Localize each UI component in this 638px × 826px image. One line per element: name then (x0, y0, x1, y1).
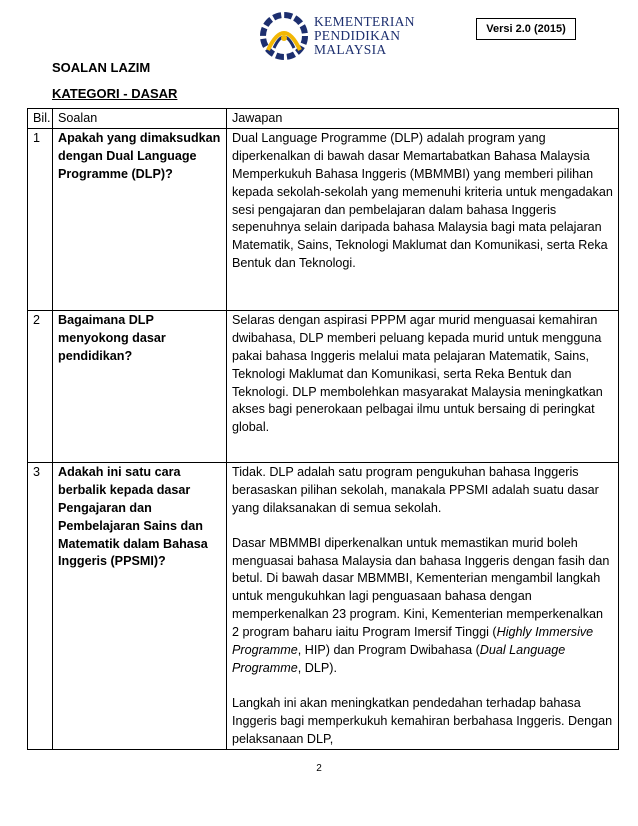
table-row (28, 462, 619, 749)
answer-italic-term: Dual Language Programme (232, 643, 566, 675)
header-bil: Bil. (28, 109, 53, 129)
category-heading: KATEGORI - DASAR (52, 86, 178, 101)
table-row (28, 128, 619, 310)
ministry-emblem-icon (258, 12, 310, 60)
answer-cell: Selaras dengan aspirasi PPPM agar murid menguasai kemahiran dwibahasa, DLP memberi peluang kepada murid untuk mengguna pakai bahasa Inggeris melalui mata pelajaran Matematik, Sains, Teknologi Maklumat dan Komunikasi, serta Reka Bentuk dan Teknologi. DLP membolehkan masyarakat Malaysia meningkatkan akses bagi penerokaan pelbagai ilmu untuk bersaing di peringkat global. (227, 310, 619, 462)
logo-line-3: MALAYSIA (314, 42, 387, 57)
logo-line-2: PENDIDIKAN (314, 28, 401, 43)
table-header-row (28, 109, 619, 129)
answer-paragraph: Langkah ini akan meningkatkan pendedahan terhadap bahasa Inggeris bagi memperkukuh kemahiran berbahasa Inggeris. Dengan pelaksanaan DLP, (232, 695, 613, 746)
header-jawapan: Jawapan (227, 109, 619, 129)
question-cell: Bagaimana DLP menyokong dasar pendidikan? (53, 310, 227, 462)
question-cell: Apakah yang dimaksudkan dengan Dual Language Programme (DLP)? (53, 128, 227, 310)
answer-paragraph (232, 535, 613, 678)
row-number: 2 (28, 310, 53, 462)
version-box: Versi 2.0 (2015) (476, 18, 576, 40)
ministry-logo (258, 10, 458, 62)
answer-italic-term: Highly Immersive Programme (232, 625, 594, 658)
row-number: 3 (28, 462, 53, 749)
question-cell: Adakah ini satu cara berbalik kepada dasar Pengajaran dan Pembelajaran Sains dan Matematik dalam Bahasa Inggeris (PPSMI)? (53, 462, 227, 749)
document-title: SOALAN LAZIM (52, 60, 151, 75)
answer-paragraph: Tidak. DLP adalah satu program pengukuhan bahasa Inggeris berasaskan pilihan sekolah, manakala PPSMI adalah suatu dasar yang dilaksanakan di semua sekolah. (232, 464, 599, 515)
row-number: 1 (28, 128, 53, 310)
table-row (28, 310, 619, 462)
answer-text: , HIP) dan Program Dwibahasa ( (297, 643, 480, 658)
header-soalan: Soalan (53, 109, 227, 129)
answer-cell: Dual Language Programme (DLP) adalah program yang diperkenalkan di bawah dasar Memartabatkan Bahasa Malaysia Memperkukuh Bahasa Inggeris (MBMMBI) yang memberi pilihan kepada sekolah-sekolah yang memenuhi kriteria untuk mengadakan sesi pengajaran dan pembelajaran dalam bahasa Inggeris sepenuhnya selain daripada bahasa Malaysia bagi mata pelajaran Matematik, Sains, Teknologi Maklumat dan Komunikasi, serta Reka Bentuk dan Teknologi. (227, 128, 619, 310)
answer-text: , DLP). (297, 660, 337, 675)
answer-cell (227, 462, 619, 749)
faq-table (27, 108, 619, 750)
page-number: 2 (316, 763, 322, 774)
answer-text: Dasar MBMMBI diperkenalkan untuk memastikan murid boleh menguasai bahasa Malaysia dan bahasa Inggeris dengan fasih dan betul. Di bawah dasar MBMMBI, Kementerian mengambil langkah untuk mengukuhkan lagi penguasaan bahasa dengan memperkenalkan 23 program. Kini, Kementerian memperkenalkan 2 program baharu iaitu Program Imersif Tinggi ( (232, 535, 610, 640)
logo-line-1: KEMENTERIAN (314, 14, 415, 29)
logo-wordmark (314, 15, 415, 57)
